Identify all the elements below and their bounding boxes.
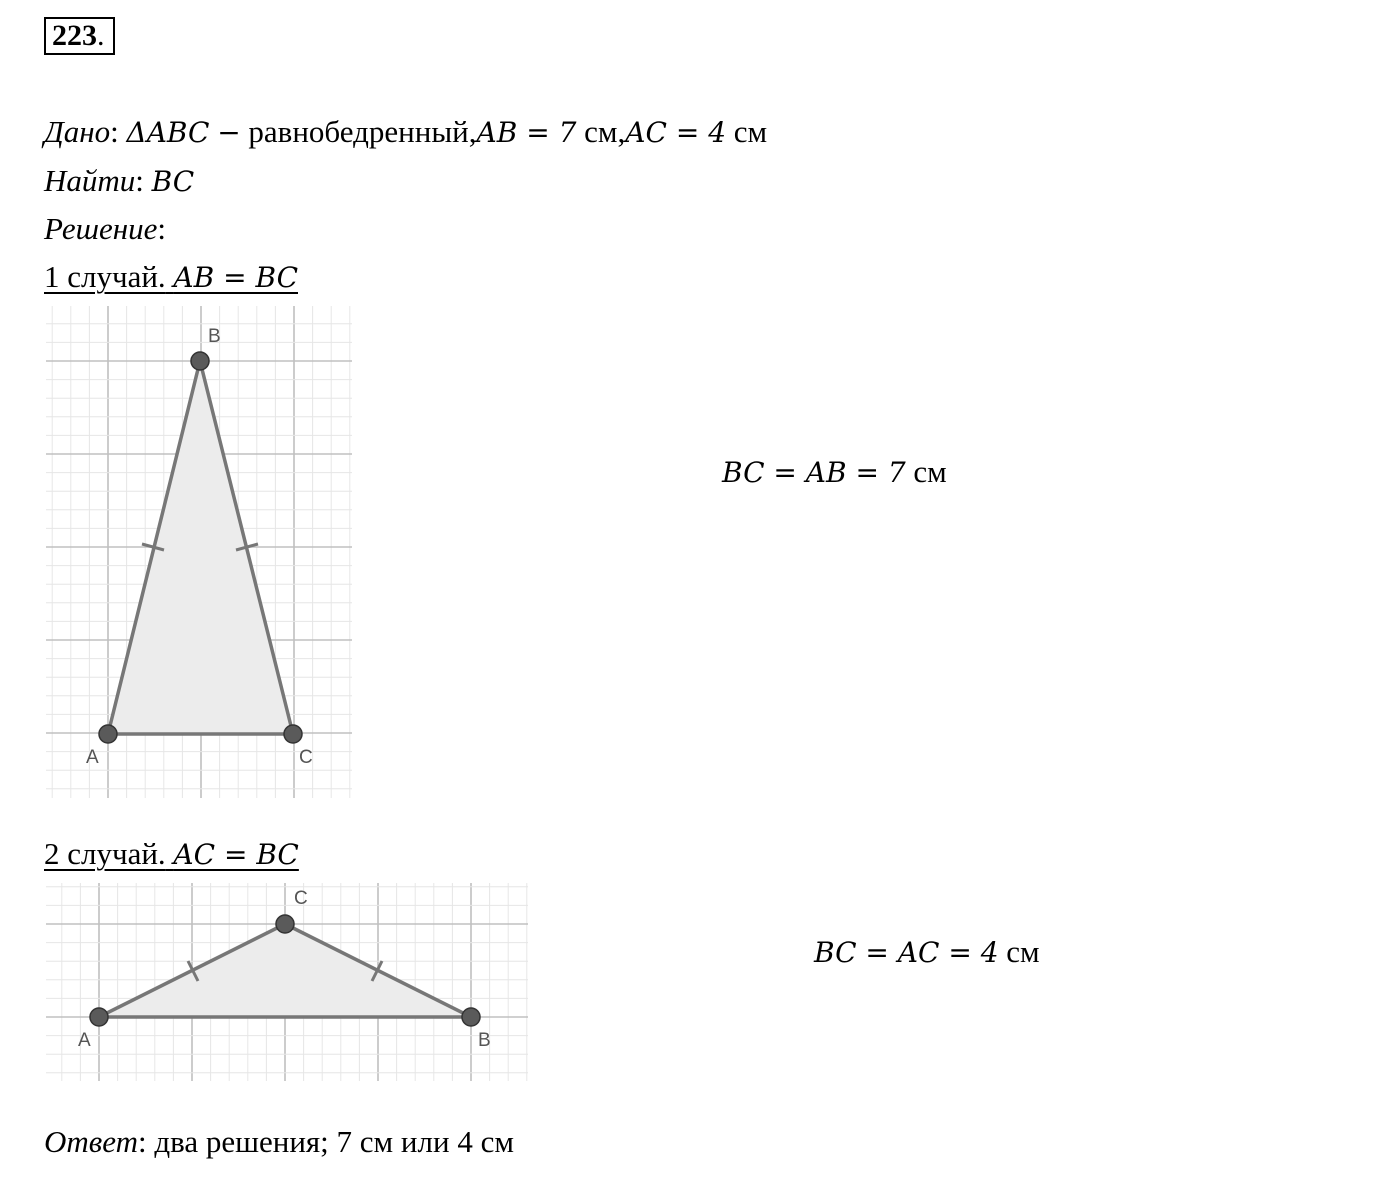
find-value: BC [151,165,195,198]
case2-result-unit: см [1006,934,1040,969]
problem-number: 223. [44,17,115,55]
given-line: Дано: ΔABC − равнобедренный,AB = 7 см,AC = 4 см [44,114,768,149]
case1-label-b: B [208,326,221,347]
case2-point-a [90,1008,108,1026]
case1-point-a [99,725,117,743]
case2-result [814,932,1040,973]
given-triangle: ΔABC [126,116,210,149]
case2-point-b [462,1008,480,1026]
case2-label-a: A [78,1030,91,1051]
case2-label-b: B [478,1030,491,1051]
problem-number-value: 223 [52,19,97,52]
answer-line: Ответ: два решения; 7 см или 4 см [44,1124,514,1159]
find-line: Найти: BC [44,163,195,198]
case2-diagram [46,883,528,1081]
case2-label-c: C [294,888,308,909]
case1-condition: AB = BC [173,261,298,294]
case2-result-expr: BC = AC = 4 [814,936,999,969]
given-ab-unit: см, [584,114,626,149]
given-label: Дано [44,114,111,149]
find-label: Найти [44,163,136,198]
case2-condition: AC = BC [173,838,299,871]
case1-point-b [191,352,209,370]
case1-result [722,452,947,493]
given-ac-unit: см [733,114,768,149]
case2-heading [44,834,299,875]
case1-result-unit: см [913,454,947,489]
answer-text: два решения; 7 см или 4 см [154,1124,514,1159]
case1-label-c: C [299,747,313,768]
case1-heading [44,257,298,298]
given-dash: − [217,116,241,149]
case1-label-a: A [86,747,99,768]
solution-label: Решение [44,211,158,246]
given-ac: AC = 4 [625,116,727,149]
solution-line: Решение: [44,211,166,246]
given-ab: AB = 7 [476,116,577,149]
case2-title: 2 случай. [44,836,166,871]
case1-point-c [284,725,302,743]
answer-label: Ответ [44,1124,138,1159]
case1-diagram [46,306,352,798]
case2-point-c [276,915,294,933]
case1-result-expr: BC = AB = 7 [722,456,906,489]
case1-title: 1 случай. [44,259,166,294]
given-description: равнобедренный, [248,114,477,149]
